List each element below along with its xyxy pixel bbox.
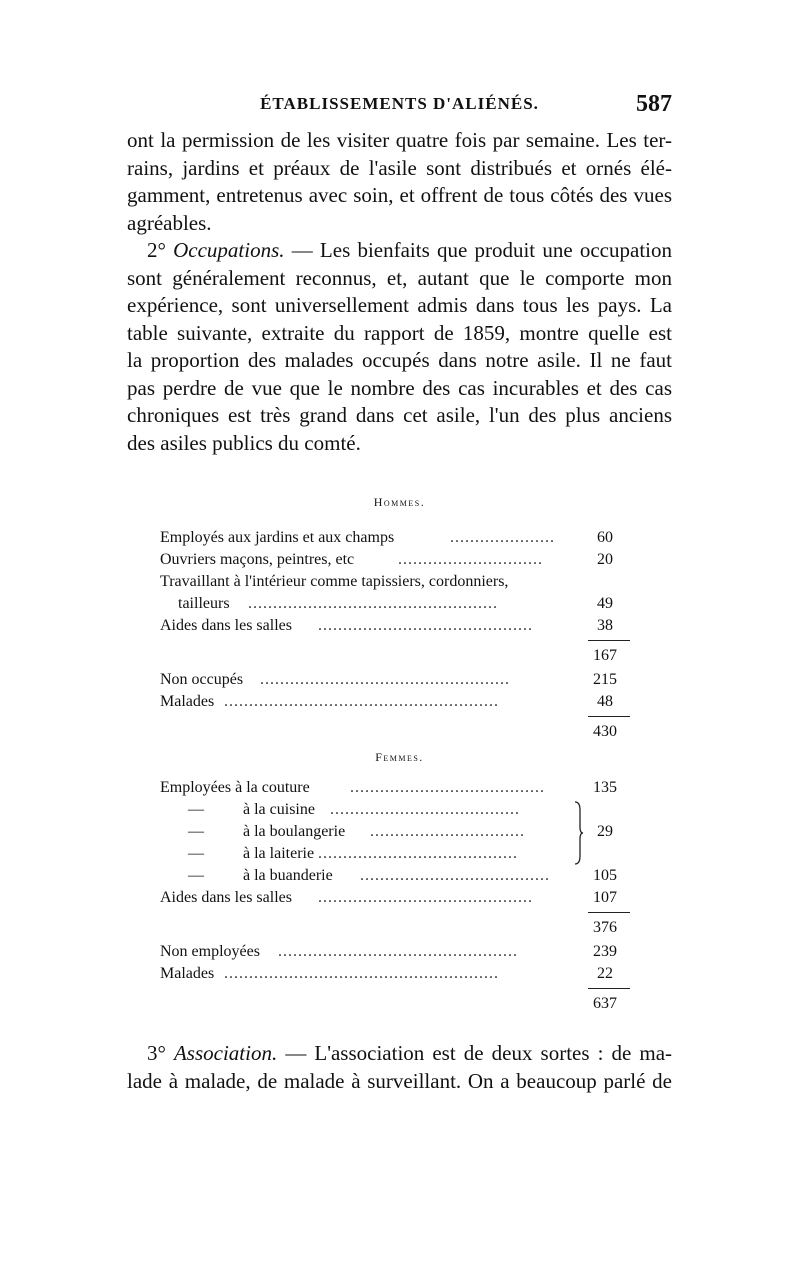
row-label: Non employées — [160, 943, 260, 960]
table-title-femmes: Femmes. — [375, 750, 424, 764]
row-value: 29 — [597, 823, 613, 840]
row-value: 20 — [597, 551, 613, 568]
total-value: 430 — [593, 723, 617, 740]
subtotal-row — [160, 917, 630, 939]
text-line: pas perdre de vue que le nombre des cas incurables et des cas — [127, 375, 672, 400]
row-value: 135 — [593, 779, 617, 796]
row-dash: — — [188, 867, 204, 884]
row-value: 38 — [597, 617, 613, 634]
leader-dots: ....................................................... — [224, 965, 499, 982]
row-label: Malades — [160, 693, 215, 710]
leader-dots: ........................................... — [318, 889, 533, 906]
intro-paragraph — [127, 127, 672, 237]
leader-dots: ...................................... — [330, 801, 520, 818]
total-row — [160, 721, 630, 743]
table-row — [160, 593, 630, 615]
running-header — [127, 91, 672, 124]
text-line — [127, 237, 672, 265]
row-label: Malades — [160, 965, 215, 982]
row-value: 60 — [597, 529, 613, 546]
section-number: 3° — [147, 1041, 166, 1065]
row-value: 107 — [593, 889, 617, 906]
row-value: 48 — [597, 693, 613, 710]
text-fragment: — Les bienfaits que produit une occupation — [291, 238, 672, 262]
row-dash: — — [188, 845, 204, 862]
section-heading: Occupations. — [173, 238, 285, 262]
table-row — [160, 615, 630, 637]
text-line: lade à malade, de malade à surveillant. On a beaucoup parlé de — [127, 1068, 672, 1093]
row-value: 22 — [597, 965, 613, 982]
table-row — [160, 843, 630, 865]
subtotal-value: 376 — [593, 919, 617, 936]
leader-dots: ............................. — [398, 551, 543, 568]
section-number: 2° — [147, 238, 166, 262]
row-label: Non occupés — [160, 671, 244, 688]
row-label: Aides dans les salles — [160, 889, 292, 906]
row-value: 105 — [593, 867, 617, 884]
total-value: 637 — [593, 995, 617, 1012]
table-row — [160, 963, 630, 985]
row-value: 239 — [593, 943, 617, 960]
sum-rule — [588, 912, 630, 913]
text-line: chroniques est très grand dans cet asile, l'un des plus anciens — [127, 403, 672, 427]
row-label: à la boulangerie — [243, 823, 346, 840]
row-label: Aides dans les salles — [160, 617, 292, 634]
subtotal-row — [160, 645, 630, 667]
table-row — [160, 887, 630, 909]
text-line: des asiles publics du comté. — [127, 430, 361, 455]
table-row — [160, 865, 630, 887]
row-label: à la cuisine — [243, 801, 315, 818]
text-line: la proportion des malades occupés dans notre asile. Il ne faut — [127, 348, 672, 372]
sum-rule — [588, 640, 630, 641]
leader-dots: ............................... — [370, 823, 525, 840]
row-label: Employées à la couture — [160, 779, 310, 796]
association-paragraph — [127, 1040, 672, 1095]
table-row — [160, 777, 630, 799]
table-title-hommes: Hommes. — [373, 495, 426, 509]
subtotal-value: 167 — [593, 647, 617, 664]
text-line: agréables. — [127, 210, 212, 235]
row-label: à la laiterie — [243, 845, 315, 862]
text-fragment: — L'association est de deux sortes : de ma- — [285, 1041, 673, 1065]
table-row — [160, 549, 630, 571]
leader-dots: ........................................... — [318, 617, 533, 634]
leader-dots: .................................................. — [248, 595, 498, 612]
occupations-paragraph — [127, 237, 672, 457]
leader-dots: ..................... — [450, 529, 555, 546]
leader-dots: ....................................................... — [224, 693, 499, 710]
row-label: tailleurs — [178, 595, 230, 612]
leader-dots: .................................................. — [260, 671, 510, 688]
table-row — [160, 669, 630, 691]
table-row — [160, 527, 630, 549]
row-dash: — — [188, 801, 204, 818]
row-label: Travaillant à l'intérieur comme tapissiers, cordonniers, — [160, 573, 509, 590]
row-label: Employés aux jardins et aux champs — [160, 529, 395, 546]
row-value: 215 — [593, 671, 617, 688]
leader-dots: ........................................ — [318, 845, 518, 862]
text-line: gamment, entretenus avec soin, et offrent de tous côtés des vues — [127, 183, 672, 207]
table-row — [160, 799, 630, 821]
text-line: ont la permission de les visiter quatre fois par semaine. Les ter- — [127, 128, 672, 152]
sum-rule — [588, 988, 630, 989]
section-heading: Association. — [173, 1041, 278, 1065]
text-line: sont généralement reconnus, et, autant que le comporte mon — [127, 265, 672, 290]
table-row — [160, 941, 630, 963]
table-row — [160, 821, 630, 843]
header-title: ÉTABLISSEMENTS D'ALIÉNÉS. — [260, 94, 539, 113]
text-line: rains, jardins et préaux de l'asile sont distribués et ornés élé- — [127, 155, 672, 180]
leader-dots: ...................................... — [360, 867, 550, 884]
total-row — [160, 993, 630, 1015]
table-row — [160, 691, 630, 713]
leader-dots: ................................................ — [278, 943, 518, 960]
text-line: expérience, sont universellement admis dans tous les pays. La — [127, 293, 672, 317]
row-dash: — — [188, 823, 204, 840]
page-number: 587 — [636, 91, 672, 117]
brace-bracket — [574, 800, 584, 866]
table-row — [160, 571, 630, 593]
leader-dots: ....................................... — [350, 779, 545, 796]
row-label: Ouvriers maçons, peintres, etc — [160, 551, 355, 568]
row-label: à la buanderie — [243, 867, 333, 884]
text-line: table suivante, extraite du rapport de 1859, montre quelle est — [127, 320, 672, 345]
row-value: 49 — [597, 595, 613, 612]
sum-rule — [588, 716, 630, 717]
text-line — [127, 1040, 672, 1068]
